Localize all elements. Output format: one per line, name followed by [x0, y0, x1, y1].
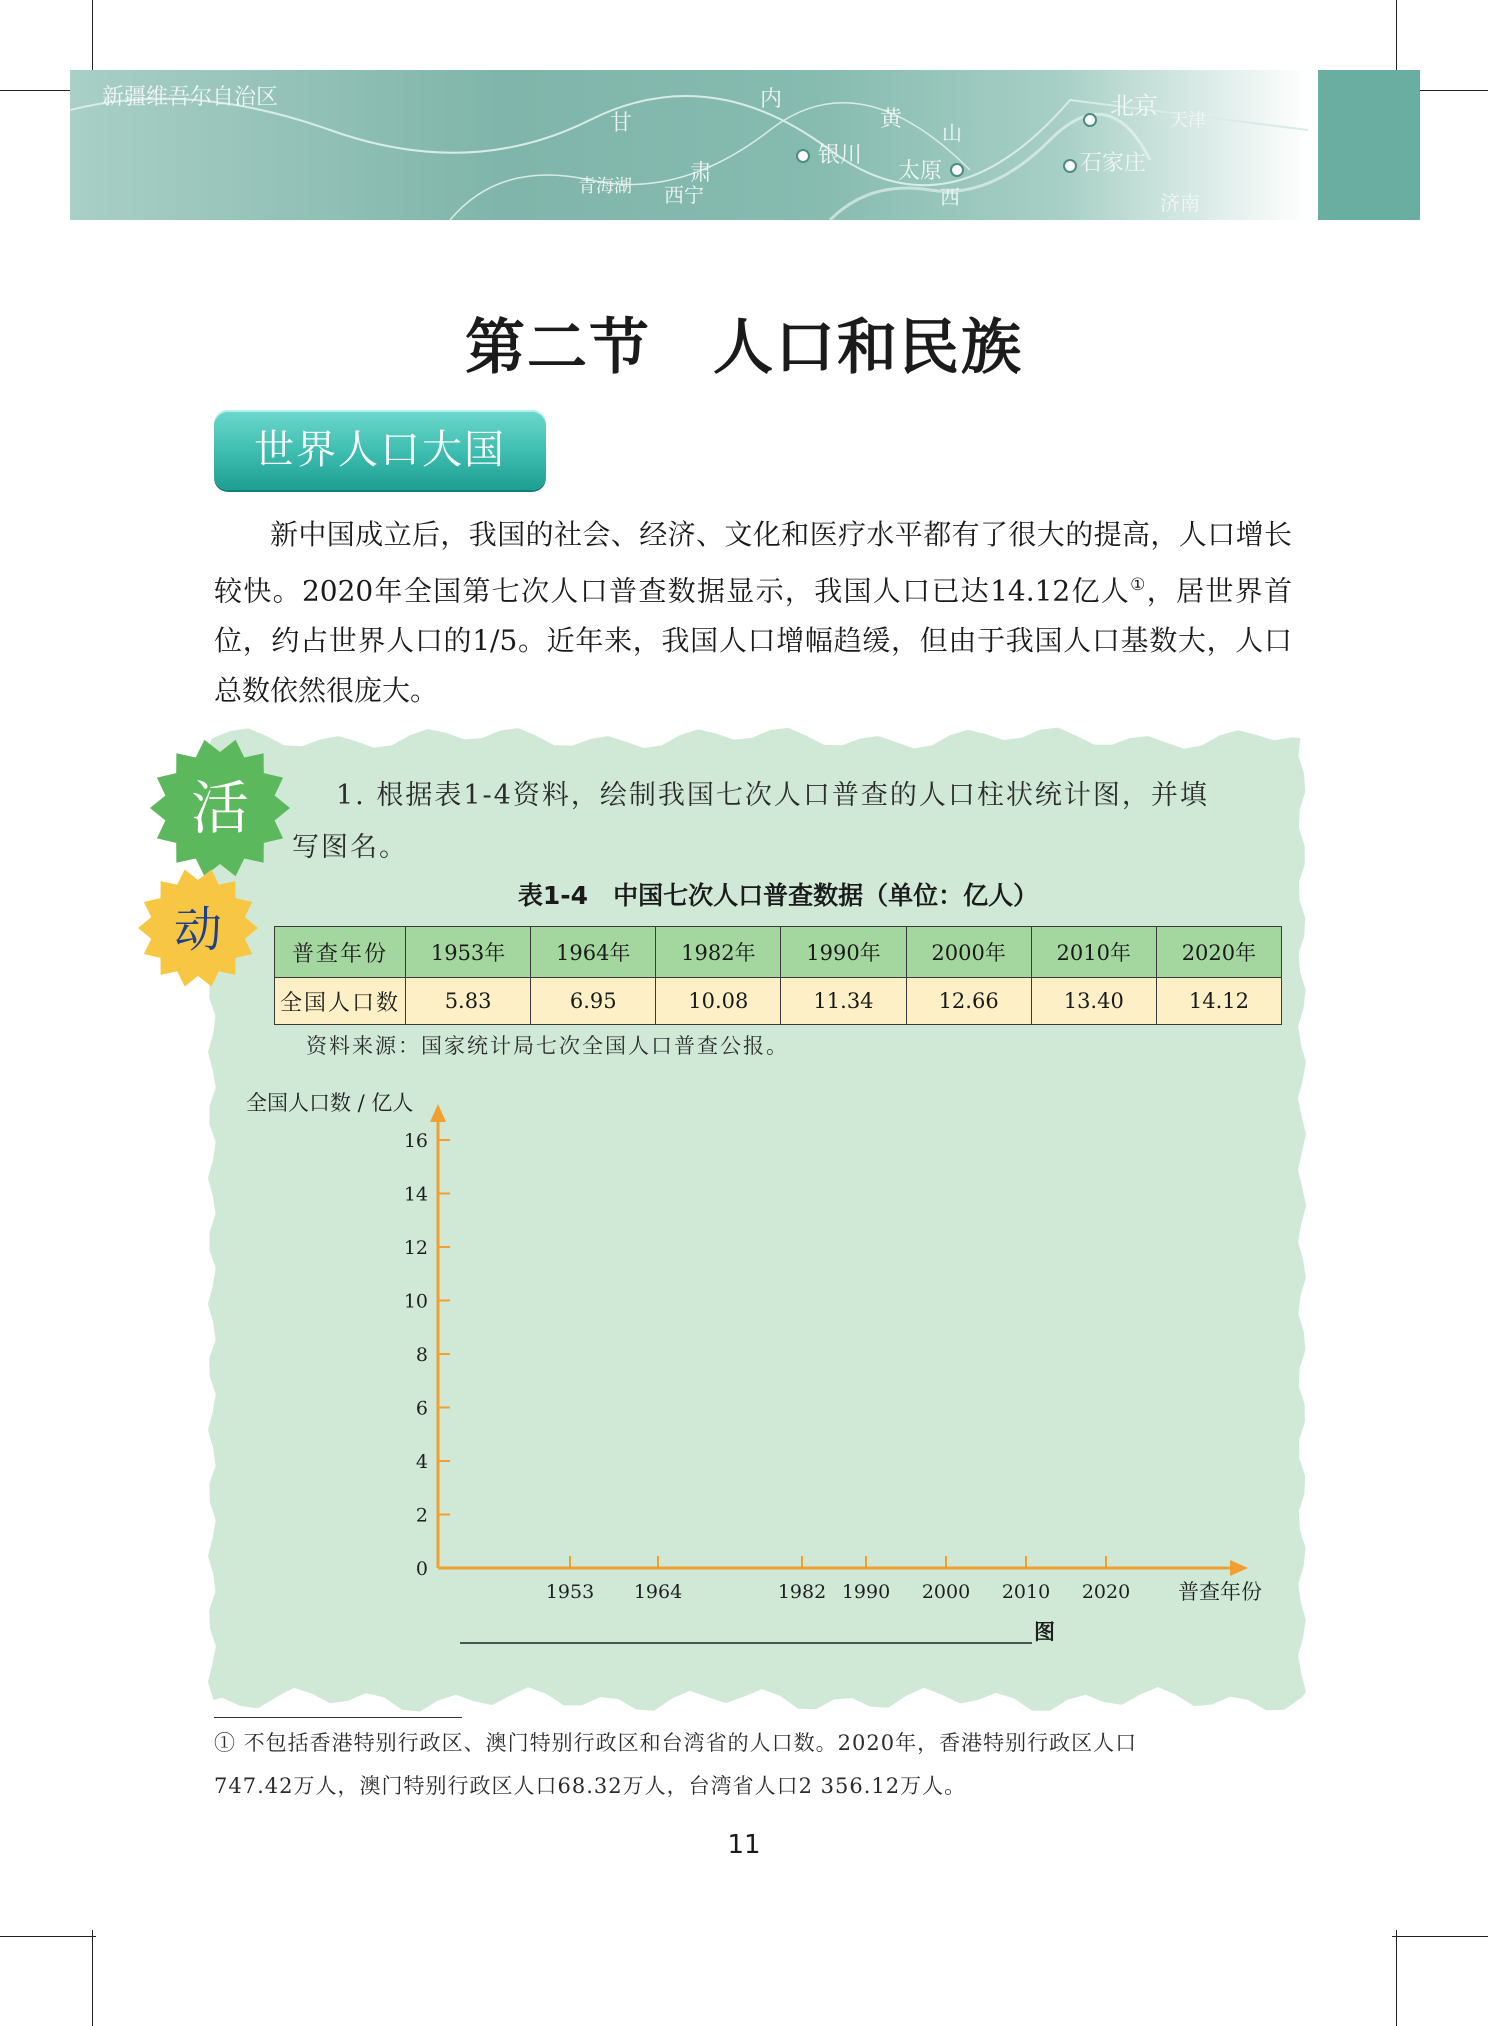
blank-bar-chart: [230, 1080, 1290, 1650]
footnote-line: ① 不包括香港特别行政区、澳门特别行政区和台湾省的人口数。2020年，香港特别行政区人口: [214, 1731, 1138, 1755]
y-tick-label: 2: [415, 1504, 428, 1527]
map-label: 银川: [818, 143, 863, 168]
x-tick-label: 1990: [841, 1581, 891, 1603]
map-label: 内: [760, 87, 783, 112]
table-cell: 1990年: [781, 927, 906, 978]
map-label: 西: [940, 185, 960, 209]
y-tick-label: 10: [403, 1290, 428, 1313]
table-cell: 6.95: [531, 978, 656, 1025]
task-line: 写图名。: [292, 832, 408, 863]
map-label: 青海湖: [578, 176, 632, 197]
x-tick-label: 1982: [777, 1581, 827, 1603]
table-header-label: 普查年份: [275, 927, 406, 978]
map-label: 北京: [1110, 92, 1158, 120]
x-axis-label: 普查年份: [1178, 1580, 1262, 1604]
x-tick-label: 2020: [1081, 1581, 1131, 1603]
table-caption: 表1-4 中国七次人口普查数据（单位：亿人）: [517, 881, 1039, 910]
table-cell: 11.34: [781, 978, 906, 1025]
table-row: [275, 927, 1282, 978]
table-cell: 14.12: [1156, 978, 1281, 1025]
table-cell: 2000年: [906, 927, 1031, 978]
table-cell: 1982年: [656, 927, 781, 978]
y-tick-label: 8: [415, 1344, 428, 1366]
x-tick-label: 2010: [1001, 1581, 1051, 1603]
page-title: 第二节 人口和民族: [465, 313, 1023, 383]
map-label: 肃: [690, 161, 713, 186]
x-axis-arrow: [1230, 1560, 1248, 1576]
map-label: 西宁: [664, 183, 704, 207]
badge-char: 动: [173, 902, 223, 958]
map-label: 天津: [1170, 110, 1206, 131]
y-tick-label: 16: [403, 1130, 428, 1152]
table-row-label: 全国人口数: [275, 978, 406, 1025]
y-tick-label: 14: [403, 1183, 428, 1206]
footnote-marker: ①: [1130, 575, 1147, 595]
x-tick-label: 1953: [545, 1581, 595, 1603]
map-label: 石家庄: [1080, 151, 1147, 176]
footnote: [214, 1722, 1294, 1808]
activity-task: [292, 770, 1282, 874]
table-cell: 1953年: [406, 927, 531, 978]
map-label: 新疆维吾尔自治区: [102, 85, 279, 110]
map-label: 太原: [898, 159, 943, 184]
chart-title-suffix: 图: [1034, 1619, 1055, 1644]
table-cell: 2020年: [1156, 927, 1281, 978]
footnote-rule: [214, 1717, 462, 1718]
table-row: [275, 978, 1282, 1025]
y-tick-label: 6: [415, 1397, 428, 1420]
table-cell: 10.08: [656, 978, 781, 1025]
table-cell: 5.83: [406, 978, 531, 1025]
gear-badge-green: [148, 736, 292, 880]
x-tick-label: 2000: [921, 1581, 971, 1603]
page-number: 11: [727, 1830, 761, 1860]
x-tick-label: 1964: [633, 1581, 683, 1603]
y-tick-label: 12: [403, 1237, 428, 1259]
footnote-line: 747.42万人，澳门特别行政区人口68.32万人，台湾省人口2 356.12万人。: [214, 1774, 967, 1798]
y-axis-label: 全国人口数 / 亿人: [246, 1091, 414, 1115]
gear-badge-yellow: [136, 866, 260, 990]
map-label: 济南: [1160, 191, 1200, 215]
map-label: 山: [942, 121, 962, 145]
map-label: 黄: [880, 107, 903, 132]
y-axis-arrow: [430, 1104, 446, 1122]
y-tick-label: 4: [415, 1451, 428, 1473]
y-tick-label: 0: [415, 1558, 428, 1580]
table-source: 资料来源：国家统计局七次全国人口普查公报。: [306, 1034, 789, 1058]
paragraph-text: 新中国成立后，我国的社会、经济、文化和医疗水平都有了很大的提高，人口增长较快。2020年全国第七次人口普查数据显示，我国人口已达14.12亿人: [214, 518, 1292, 608]
census-table: [274, 926, 1282, 1025]
table-cell: 13.40: [1031, 978, 1156, 1025]
section-heading: 世界人口大国: [214, 410, 546, 490]
paragraph-text: ，居世界首位，约占世界人口的1/5。近年来，我国人口增幅趋缓，但由于我国人口基数大，人口总数依然很庞大。: [214, 574, 1292, 708]
badge-char: 活: [190, 774, 250, 842]
table-cell: 2010年: [1031, 927, 1156, 978]
table-cell: 12.66: [906, 978, 1031, 1025]
table-cell: 1964年: [531, 927, 656, 978]
map-label: 甘: [610, 111, 633, 136]
task-line: 1. 根据表1-4资料，绘制我国七次人口普查的人口柱状统计图，并填: [336, 780, 1209, 811]
